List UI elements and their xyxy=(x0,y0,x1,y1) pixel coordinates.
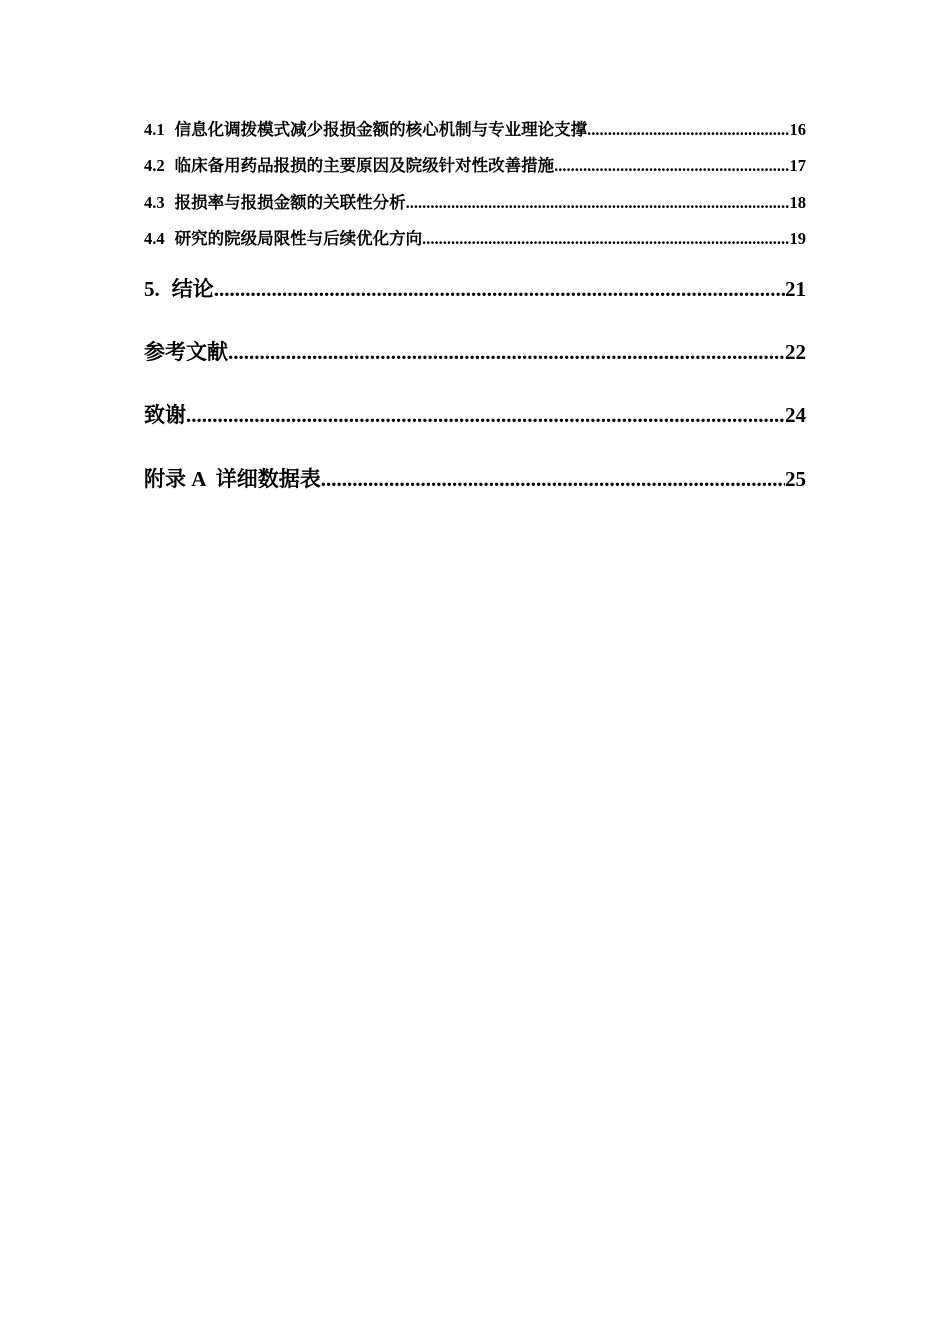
toc-section-title: 报损率与报损金额的关联性分析 xyxy=(174,193,406,212)
toc-dot-leader xyxy=(587,120,789,140)
toc-entry-appendix-a[interactable] xyxy=(144,463,806,493)
toc-section-number: 4.4 xyxy=(144,229,165,248)
toc-entry-acknowledgements[interactable] xyxy=(144,399,806,429)
toc-page-number: 17 xyxy=(789,156,806,175)
toc-page-number: 22 xyxy=(785,340,806,364)
toc-page-number: 21 xyxy=(785,277,806,301)
toc-entry-4-1[interactable] xyxy=(144,116,806,140)
toc-entry-4-4[interactable] xyxy=(144,225,806,249)
toc-dot-leader xyxy=(406,193,790,213)
toc-page-number: 19 xyxy=(789,229,806,248)
toc-dot-leader xyxy=(214,277,785,302)
toc-page-number: 18 xyxy=(789,193,806,212)
toc-section-title: 附录 A 详细数据表 xyxy=(144,467,321,491)
toc-entry-references[interactable] xyxy=(144,336,806,366)
toc-section-title: 临床备用药品报损的主要原因及院级针对性改善措施 xyxy=(174,156,555,175)
toc-dot-leader xyxy=(228,340,785,365)
toc-page-number: 25 xyxy=(785,467,806,491)
toc-entry-4-3[interactable] xyxy=(144,189,806,213)
toc-section-title: 致谢 xyxy=(144,403,186,427)
toc-dot-leader xyxy=(186,403,785,428)
toc-dot-leader xyxy=(321,467,785,492)
toc-entry-4-2[interactable] xyxy=(144,152,806,176)
toc-section-number: 5. xyxy=(144,277,160,301)
toc-section-title: 结论 xyxy=(171,277,214,301)
toc-section-number: 4.2 xyxy=(144,156,165,175)
toc-section-title: 研究的院级局限性与后续优化方向 xyxy=(174,229,423,248)
toc-dot-leader xyxy=(554,156,789,176)
toc-section-title: 参考文献 xyxy=(144,340,228,364)
toc-section-title: 信息化调拨模式减少报损金额的核心机制与专业理论支撑 xyxy=(174,120,588,139)
toc-section-number: 4.1 xyxy=(144,120,165,139)
toc-section-number: 4.3 xyxy=(144,193,165,212)
toc-dot-leader xyxy=(422,229,789,249)
toc-page-number: 24 xyxy=(785,403,806,427)
toc-entry-conclusion[interactable] xyxy=(144,273,806,303)
toc-page-number: 16 xyxy=(789,120,806,139)
